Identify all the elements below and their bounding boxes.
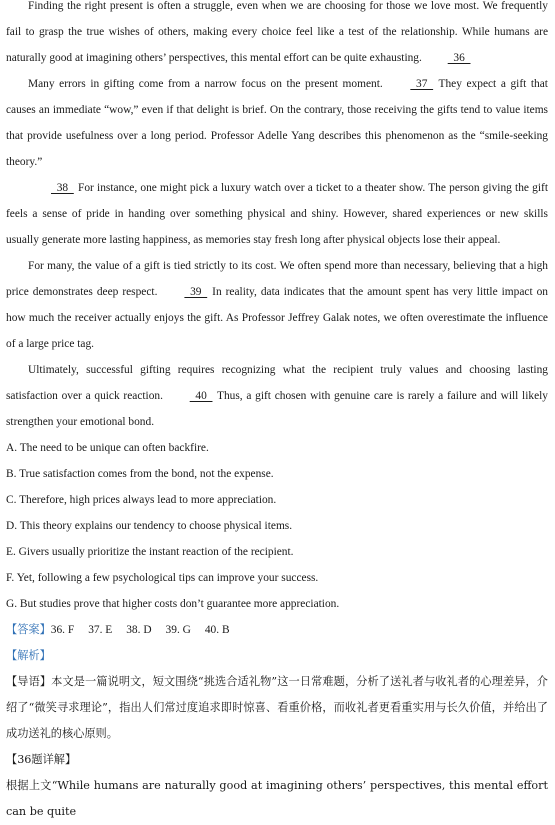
analysis-label: 【解析】 (6, 649, 51, 662)
answer-items (51, 624, 244, 636)
answer-item: 39. G (165, 624, 191, 636)
passage-paragraph (6, 0, 548, 71)
analysis-heading (6, 643, 548, 669)
option-item: A. The need to be unique can often backfire. (6, 442, 209, 454)
passage-paragraph (6, 175, 548, 253)
option-item: B. True satisfaction comes from the bond, not the expense. (6, 468, 274, 480)
option-list (6, 435, 548, 617)
passage-text: Finding the right present is often a struggle, even when we are choosing for those we love most. We frequently fail to grasp the true wishes of others, making every choice feel like a test of the relationship. While humans are naturally good at imagining others’ perspectives, this mental effort can be quite exhausting. (6, 0, 548, 64)
answer-blank: 36 (447, 52, 471, 64)
option-item: F. Yet, following a few psychological tips can improve your success. (6, 572, 319, 584)
passage-text: Thus, a gift chosen with genuine care is rarely a failure and will likely strengthen your emotional bond. (6, 390, 548, 428)
detail-text: 根据上文“While humans are naturally good at imagining others’ perspectives, this mental effort can be quite (6, 779, 548, 818)
passage-paragraph (6, 253, 548, 357)
answer-line (6, 617, 548, 643)
guide-label: 【导语】 (6, 675, 52, 688)
answer-label: 【答案】 (6, 623, 51, 636)
detail-heading (6, 747, 548, 773)
reading-passage (6, 0, 548, 435)
passage-paragraph (6, 357, 548, 435)
option-item: E. Givers usually prioritize the instant reaction of the recipient. (6, 546, 294, 558)
passage-text: Many errors in gifting come from a narrow focus on the present moment. (28, 78, 388, 90)
detail-heading-text: 【36题详解】 (6, 753, 77, 766)
passage-text: Ultimately, successful gifting requires recognizing what the recipient truly values and choosing lasting satisfaction over a quick reaction. (6, 364, 548, 402)
option-item: G. But studies prove that higher costs don’t guarantee more appreciation. (6, 598, 340, 610)
answer-blank: 40 (189, 390, 213, 402)
option-item: D. This theory explains our tendency to choose physical items. (6, 520, 293, 532)
detail-paragraph (6, 773, 548, 825)
guide-text: 本文是一篇说明文，短文围绕“挑选合适礼物”这一日常难题，分析了送礼者与收礼者的心理差异，介绍了“微笑寻求理论”，指出人们常过度追求即时惊喜、看重价格，而收礼者更看重实用与长久价值，并给出了成功送礼的核心原则。 (6, 675, 548, 740)
passage-text: For many, the value of a gift is tied strictly to its cost. We often spend more than necessary, believing that a high price demonstrates deep respect. (6, 260, 548, 298)
answer-blank: 37 (410, 78, 434, 90)
passage-paragraph (6, 71, 548, 175)
option-item: C. Therefore, high prices always lead to more appreciation. (6, 494, 277, 506)
answer-blank: 39 (184, 286, 208, 298)
answer-blank: 38 (51, 182, 74, 194)
passage-text: In reality, data indicates that the amount spent has very little impact on how much the receiver actually enjoys the gift. As Professor Jeffrey Galak notes, we often overestimate the influence of a large price tag. (6, 286, 549, 350)
answer-item: 36. F (50, 624, 75, 636)
answer-item: 38. D (126, 624, 152, 636)
passage-text: For instance, one might pick a luxury watch over a ticket to a theater show. The person giving the gift feels a sense of pride in handing over something physical and shiny. However, shared experiences or new skills usually generate more lasting happiness, as memories stay fresh long after physical objects lose their appeal. (6, 182, 548, 246)
passage-text: They expect a gift that causes an immediate “wow,” even if that delight is brief. On the contrary, those receiving the gifts tend to value items that provide usefulness over a long period. Professor Adelle Yang describes this phenomenon as the “smile-seeking theory.” (6, 78, 548, 168)
answer-item: 40. B (204, 624, 230, 636)
guide-paragraph (6, 669, 548, 747)
answer-item: 37. E (88, 624, 113, 636)
